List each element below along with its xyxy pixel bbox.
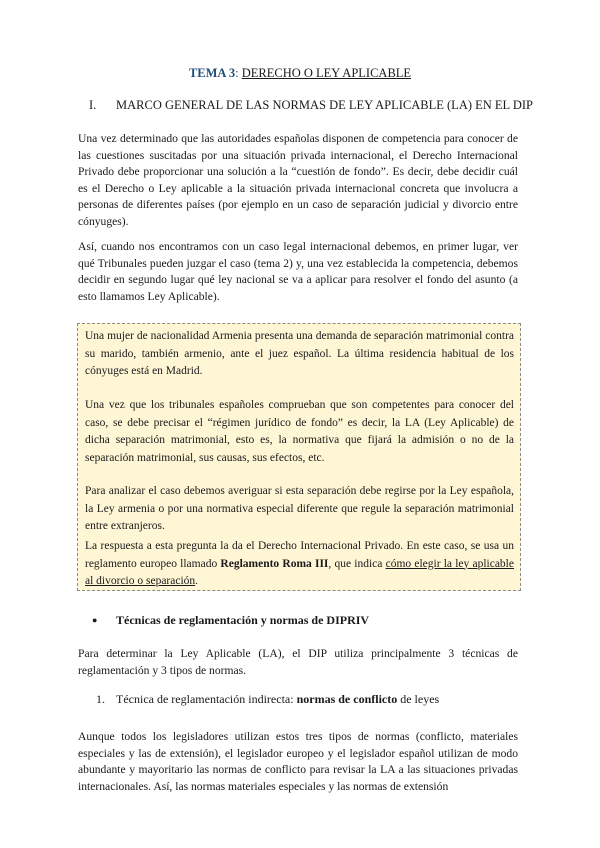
bullet-dot-icon: ● — [92, 615, 98, 625]
document-title — [0, 66, 600, 81]
example-paragraph-2: Una vez que los tribunales españoles comprueban que son competentes para conocer del caso, se debe precisar el “régimen jurídico de fondo” es decir, la LA (Ley Aplicable) de dicha separación matrimonial, esto es, la normativa que fijará la admisión o no de la separación matrimonial, sus causas, sus efectos, etc. — [85, 399, 514, 464]
paragraph-intro: Una vez determinado que las autoridades españolas disponen de competencia para conocer de las cuestiones suscitadas por una situación privada internacional, el Derecho Internacional Privado debe proporcionar una solución a la “cuestión de fondo”. Es decir, debe decidir cuál es el Derecho o Ley aplicable a la situación privada internacional concreta que involucra a personas de diferentes países (por ejemplo en un caso de separación judicial y divorcio entre cónyuges). — [78, 132, 518, 228]
example-p4-end: . — [195, 575, 199, 587]
section-heading-text: MARCO GENERAL DE LAS NORMAS DE LEY APLICABLE (LA) EN EL DIP — [116, 98, 533, 112]
numbered-item-text: Técnica de reglamentación indirecta: — [116, 692, 297, 706]
paragraph-second: Así, cuando nos encontramos con un caso legal internacional debemos, en primer lugar, ver qué Tribunales pueden juzgar el caso (tema 2) y, una vez establecida la competencia, debemos decidir en segundo lugar qué ley nacional se va a aplicar para resolver el fondo del asunto (a esto llamamos Ley Aplicable). — [78, 240, 518, 303]
numbered-item-number: 1. — [96, 692, 105, 706]
regulation-name: Reglamento Roma III — [220, 557, 329, 570]
bullet-heading — [92, 613, 369, 628]
example-paragraph-3: Para analizar el caso debemos averiguar si esta separación debe regirse por la Ley española, la Ley armenia o por una normativa especial diferente que regule la separación matrimonial entre extranjeros. — [85, 485, 514, 532]
title-colon: : — [235, 66, 239, 80]
example-box — [77, 323, 521, 591]
bullet-heading-text: Técnicas de reglamentación y normas de DIPRIV — [116, 613, 370, 627]
example-p4-text-a: La respuesta a esta pregunta la da el Derecho Internacional Privado. En este caso, se usa un reglamento europeo llamado — [85, 540, 514, 570]
paragraph-techniques: Para determinar la Ley Aplicable (LA), el DIP utiliza principalmente 3 técnicas de reglamentación y 3 tipos de normas. — [78, 647, 518, 677]
title-topic: DERECHO O LEY APLICABLE — [241, 66, 412, 80]
section-number: I. — [89, 98, 97, 112]
section-heading — [89, 98, 533, 113]
numbered-item-rest: de leyes — [397, 692, 440, 706]
paragraph-conflict-norms: Aunque todos los legisladores utilizan estos tres tipos de normas (conflicto, materiales especiales y las de extensión), el legislador europeo y el legislador español utilizan de modo abundante y mayoritario las normas de conflicto para revisar la LA a las situaciones privadas internacionales. Así, las normas materiales especiales y las normas de extensión — [78, 730, 518, 793]
numbered-item — [96, 692, 439, 707]
numbered-item-bold: normas de conflicto — [296, 692, 398, 706]
example-paragraph-1: Una mujer de nacionalidad Armenia presenta una demanda de separación matrimonial contra su marido, también armenio, ante el juez español. La última residencia habitual de los cónyuges está en Madrid. — [85, 330, 514, 377]
regulation-link[interactable]: cómo elegir la ley aplicable al divorcio o separación — [85, 557, 514, 587]
title-tema-label: TEMA 3 — [188, 66, 236, 80]
example-p4-text-b: , que indica — [328, 557, 386, 570]
example-paragraph-4 — [85, 538, 514, 591]
